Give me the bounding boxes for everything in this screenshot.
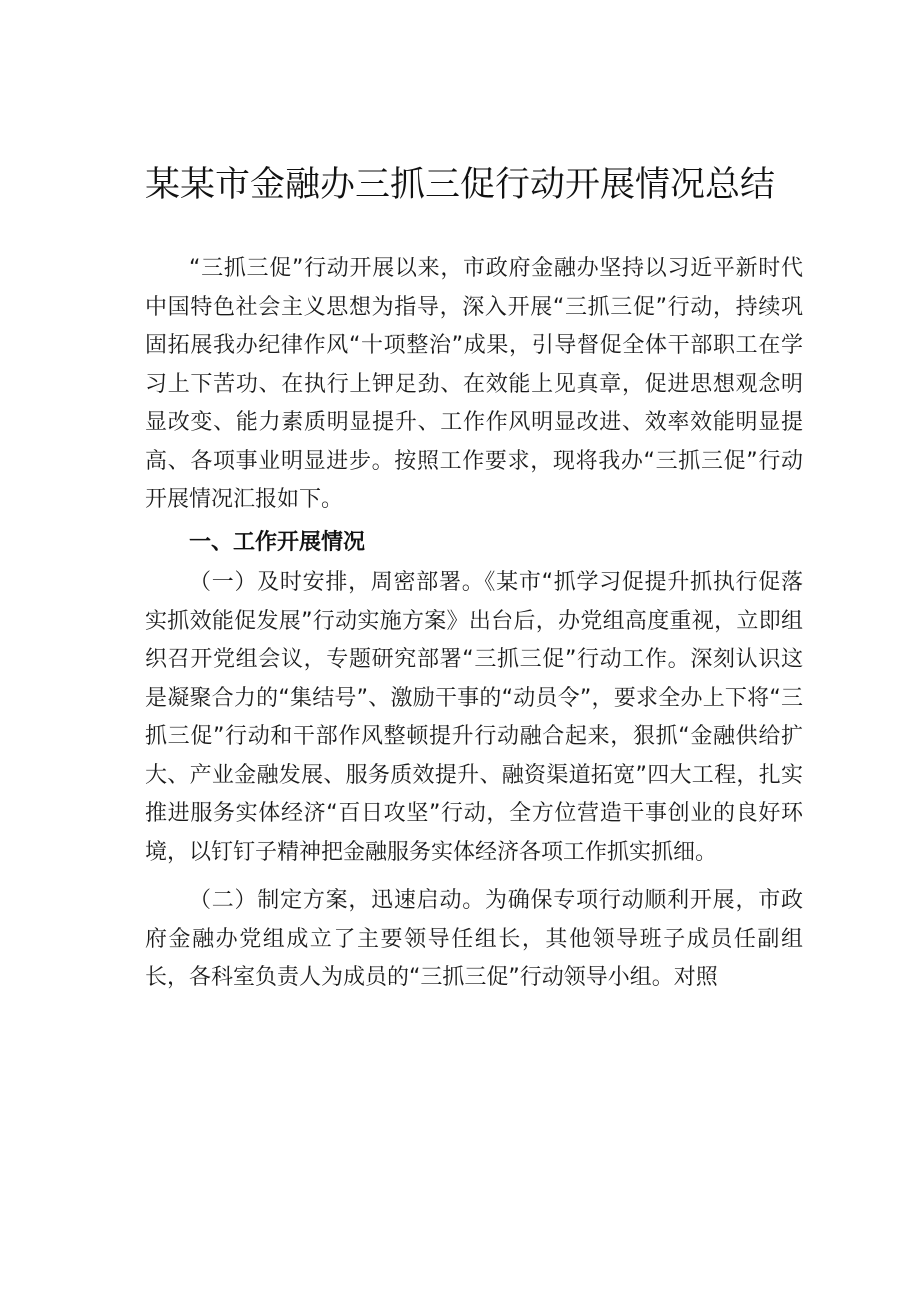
intro-paragraph: “三抓三促”行动开展以来，市政府金融办坚持以习近平新时代中国特色社会主义思想为指导，深入开展“三抓三促”行动，持续巩固拓展我办纪律作风“十项整治”成果，引导督促全体干部职工在学习上下苦功、在执行上钾足劲、在效能上见真章，促进思想观念明显改变、能力素质明显提升、工作作风明显改进、效率效能明显提高、各项事业明显进步。按照工作要求，现将我办“三抓三促”行动开展情况汇报如下。 [145, 256, 803, 512]
subsection-paragraph-1: （一）及时安排，周密部署。《某市“抓学习促提升抓执行促落实抓效能促发展”行动实施方案》出台后，办党组高度重视，立即组织召开党组会议，专题研究部署“三抓三促”行动工作。深刻认识这是凝聚合力的“集结号”、激励干事的“动员令”，要求全办上下将“三抓三促”行动和干部作风整顿提升行动融合起来，狠抓“金融供给扩大、产业金融发展、服务质效提升、融资渠道拓宽”四大工程，扎实推进服务实体经济“百日攻坚”行动，全方位营造干事创业的良好环境，以钉钉子精神把金融服务实体经济各项工作抓实抓细。 [145, 570, 803, 865]
document-body [145, 250, 803, 998]
document-title: 某某市金融办三抓三促行动开展情况总结 [144, 165, 775, 205]
subsection-paragraph-2: （二）制定方案，迅速启动。为确保专项行动顺利开展，市政府金融办党组成立了主要领导任组长，其他领导班子成员任副组长，各科室负责人为成员的“三抓三促”行动领导小组。对照 [145, 888, 803, 990]
section-heading: 一、工作开展情况 [189, 529, 366, 555]
